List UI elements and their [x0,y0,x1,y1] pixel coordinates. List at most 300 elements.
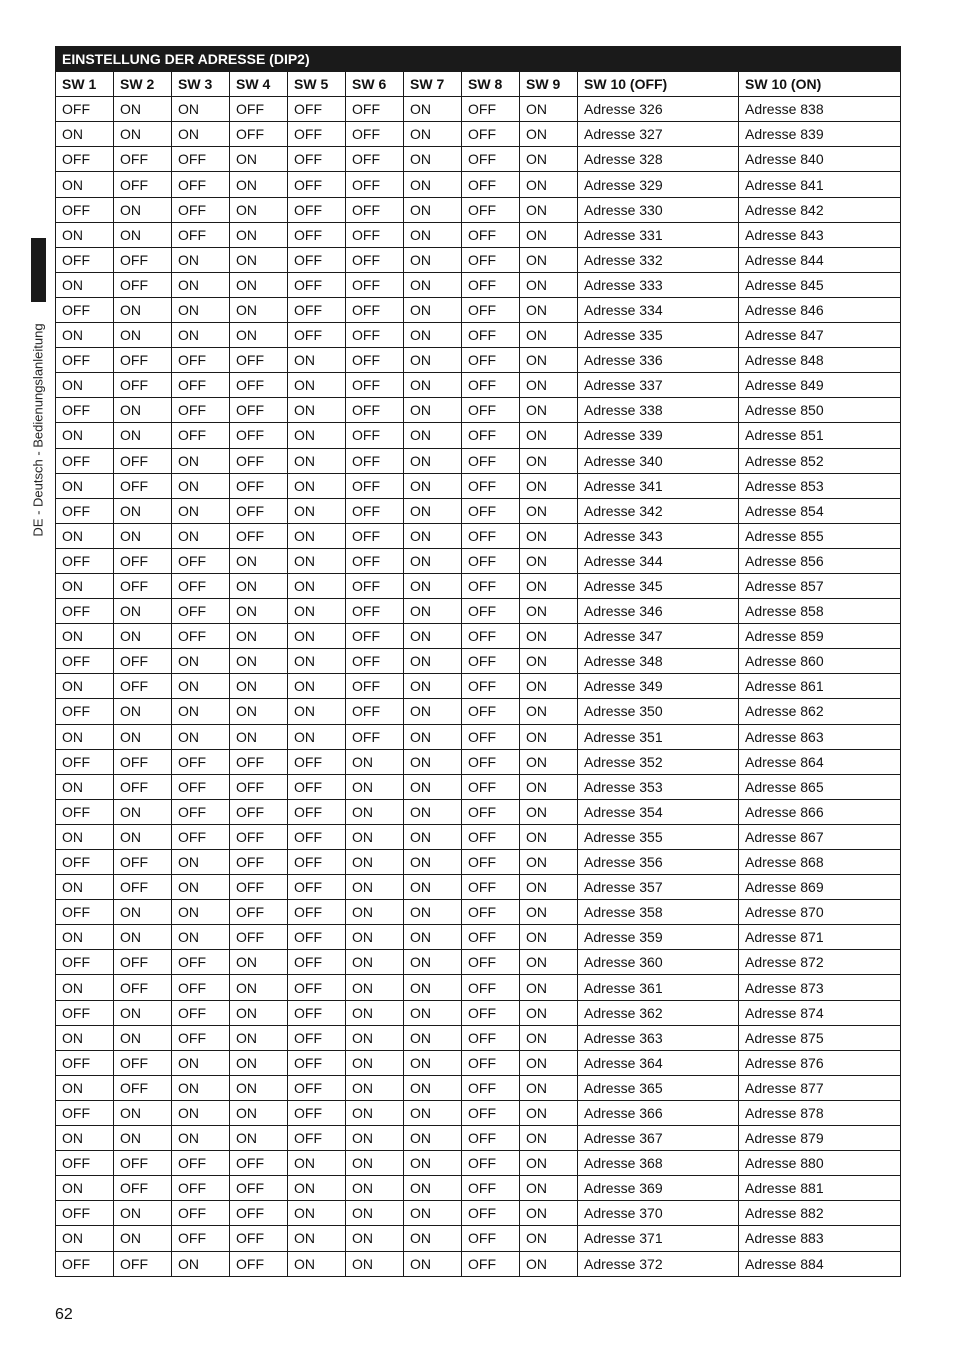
address-cell: Adresse 367 [578,1126,739,1151]
switch-state-cell: OFF [56,297,114,322]
switch-state-cell: OFF [346,323,404,348]
switch-state-cell: ON [172,323,230,348]
switch-state-cell: ON [404,1025,462,1050]
switch-state-cell: ON [56,122,114,147]
table-row [56,724,901,749]
switch-state-cell: OFF [346,448,404,473]
address-cell: Adresse 883 [739,1226,901,1251]
switch-state-cell: ON [346,925,404,950]
switch-state-cell: ON [230,975,288,1000]
switch-state-cell: OFF [230,774,288,799]
switch-state-cell: OFF [114,348,172,373]
address-cell: Adresse 338 [578,398,739,423]
switch-state-cell: OFF [462,749,520,774]
switch-state-cell: OFF [288,1100,346,1125]
switch-state-cell: ON [346,799,404,824]
address-cell: Adresse 365 [578,1075,739,1100]
switch-state-cell: ON [346,900,404,925]
switch-state-cell: OFF [56,1251,114,1276]
switch-state-cell: OFF [230,1176,288,1201]
switch-state-cell: ON [288,348,346,373]
switch-state-cell: ON [404,348,462,373]
switch-state-cell: ON [404,97,462,122]
address-cell: Adresse 864 [739,749,901,774]
switch-state-cell: OFF [56,197,114,222]
address-cell: Adresse 871 [739,925,901,950]
switch-state-cell: OFF [462,147,520,172]
switch-state-cell: ON [346,749,404,774]
switch-state-cell: ON [56,523,114,548]
switch-state-cell: OFF [288,875,346,900]
switch-state-cell: OFF [288,1025,346,1050]
switch-state-cell: OFF [462,900,520,925]
switch-state-cell: OFF [114,172,172,197]
switch-state-cell: ON [230,1126,288,1151]
table-row [56,1251,901,1276]
switch-state-cell: ON [288,498,346,523]
switch-state-cell: ON [404,975,462,1000]
switch-state-cell: ON [56,172,114,197]
switch-state-cell: OFF [172,975,230,1000]
switch-state-cell: OFF [346,247,404,272]
switch-state-cell: OFF [462,247,520,272]
switch-state-cell: ON [520,1251,578,1276]
switch-state-cell: OFF [346,373,404,398]
switch-state-cell: ON [404,1151,462,1176]
switch-state-cell: ON [520,122,578,147]
switch-state-cell: OFF [56,97,114,122]
switch-state-cell: ON [230,247,288,272]
switch-state-cell: ON [404,548,462,573]
switch-state-cell: OFF [462,197,520,222]
address-cell: Adresse 857 [739,573,901,598]
switch-state-cell: ON [346,1151,404,1176]
switch-state-cell: ON [520,875,578,900]
switch-state-cell: ON [230,147,288,172]
dip-address-table [55,46,901,1277]
switch-state-cell: ON [520,1075,578,1100]
switch-state-cell: OFF [346,197,404,222]
switch-state-cell: ON [114,297,172,322]
switch-state-cell: ON [230,1100,288,1125]
switch-state-cell: OFF [172,548,230,573]
switch-state-cell: ON [404,1075,462,1100]
switch-state-cell: ON [404,423,462,448]
switch-state-cell: OFF [172,749,230,774]
switch-state-cell: OFF [230,749,288,774]
switch-state-cell: ON [114,599,172,624]
switch-state-cell: ON [404,1176,462,1201]
switch-state-cell: ON [172,649,230,674]
switch-state-cell: OFF [114,850,172,875]
switch-state-cell: OFF [56,699,114,724]
switch-state-cell: OFF [230,498,288,523]
switch-state-cell: ON [520,297,578,322]
switch-state-cell: OFF [114,649,172,674]
switch-state-cell: OFF [346,599,404,624]
address-cell: Adresse 326 [578,97,739,122]
switch-state-cell: ON [288,724,346,749]
switch-state-cell: OFF [230,448,288,473]
switch-state-cell: ON [520,1100,578,1125]
switch-state-cell: ON [114,1000,172,1025]
switch-state-cell: OFF [346,699,404,724]
switch-state-cell: OFF [230,1226,288,1251]
switch-state-cell: ON [404,323,462,348]
table-row [56,348,901,373]
switch-state-cell: OFF [346,297,404,322]
switch-state-cell: ON [230,950,288,975]
switch-state-cell: OFF [56,599,114,624]
table-row [56,599,901,624]
column-header: SW 5 [288,72,346,97]
switch-state-cell: ON [404,147,462,172]
switch-state-cell: OFF [462,548,520,573]
switch-state-cell: ON [288,624,346,649]
switch-state-cell: ON [346,1025,404,1050]
address-cell: Adresse 333 [578,272,739,297]
switch-state-cell: OFF [230,1151,288,1176]
address-cell: Adresse 841 [739,172,901,197]
switch-state-cell: ON [520,599,578,624]
table-title: EINSTELLUNG DER ADRESSE (DIP2) [56,47,901,72]
switch-state-cell: ON [114,699,172,724]
switch-state-cell: OFF [462,423,520,448]
side-tab-marker [31,238,46,302]
switch-state-cell: ON [172,523,230,548]
table-row [56,272,901,297]
switch-state-cell: OFF [114,573,172,598]
switch-state-cell: OFF [288,950,346,975]
table-row [56,1050,901,1075]
switch-state-cell: OFF [462,272,520,297]
address-cell: Adresse 858 [739,599,901,624]
switch-state-cell: ON [56,1176,114,1201]
address-cell: Adresse 865 [739,774,901,799]
switch-state-cell: OFF [288,975,346,1000]
switch-state-cell: ON [288,398,346,423]
switch-state-cell: ON [404,473,462,498]
switch-state-cell: ON [230,674,288,699]
table-row [56,950,901,975]
switch-state-cell: OFF [114,1176,172,1201]
switch-state-cell: ON [288,448,346,473]
table-row [56,1025,901,1050]
switch-state-cell: ON [114,900,172,925]
switch-state-cell: OFF [462,297,520,322]
address-cell: Adresse 879 [739,1126,901,1151]
address-cell: Adresse 353 [578,774,739,799]
switch-state-cell: ON [172,850,230,875]
switch-state-cell: OFF [346,624,404,649]
switch-state-cell: OFF [462,1126,520,1151]
address-cell: Adresse 849 [739,373,901,398]
switch-state-cell: OFF [172,950,230,975]
switch-state-cell: ON [346,950,404,975]
switch-state-cell: ON [288,1151,346,1176]
switch-state-cell: OFF [462,975,520,1000]
table-row [56,1126,901,1151]
switch-state-cell: OFF [56,448,114,473]
switch-state-cell: OFF [56,398,114,423]
address-cell: Adresse 845 [739,272,901,297]
switch-state-cell: OFF [462,373,520,398]
switch-state-cell: OFF [56,900,114,925]
address-cell: Adresse 874 [739,1000,901,1025]
switch-state-cell: OFF [230,1201,288,1226]
switch-state-cell: ON [230,1000,288,1025]
switch-state-cell: ON [520,348,578,373]
switch-state-cell: ON [172,297,230,322]
switch-state-cell: OFF [172,147,230,172]
switch-state-cell: ON [346,1075,404,1100]
column-header: SW 9 [520,72,578,97]
switch-state-cell: OFF [172,624,230,649]
switch-state-cell: OFF [230,850,288,875]
switch-state-cell: ON [172,1251,230,1276]
switch-state-cell: OFF [462,774,520,799]
switch-state-cell: ON [404,749,462,774]
switch-state-cell: OFF [288,1075,346,1100]
switch-state-cell: ON [56,774,114,799]
switch-state-cell: ON [172,900,230,925]
switch-state-cell: OFF [172,1025,230,1050]
switch-state-cell: ON [114,724,172,749]
switch-state-cell: ON [56,925,114,950]
switch-state-cell: ON [520,1176,578,1201]
switch-state-cell: ON [288,1201,346,1226]
switch-state-cell: ON [172,1100,230,1125]
switch-state-cell: ON [114,323,172,348]
switch-state-cell: ON [404,297,462,322]
switch-state-cell: ON [114,824,172,849]
switch-state-cell: ON [56,473,114,498]
switch-state-cell: ON [404,850,462,875]
switch-state-cell: ON [288,573,346,598]
address-cell: Adresse 852 [739,448,901,473]
switch-state-cell: OFF [346,423,404,448]
switch-state-cell: ON [520,749,578,774]
switch-state-cell: ON [520,900,578,925]
switch-state-cell: OFF [172,824,230,849]
switch-state-cell: ON [404,799,462,824]
switch-state-cell: OFF [230,523,288,548]
switch-state-cell: OFF [462,624,520,649]
switch-state-cell: OFF [114,373,172,398]
switch-state-cell: ON [520,624,578,649]
switch-state-cell: ON [114,398,172,423]
switch-state-cell: ON [404,523,462,548]
switch-state-cell: OFF [114,674,172,699]
table-row [56,247,901,272]
switch-state-cell: ON [230,197,288,222]
switch-state-cell: ON [404,1226,462,1251]
switch-state-cell: ON [56,724,114,749]
switch-state-cell: ON [172,1075,230,1100]
table-row [56,1201,901,1226]
switch-state-cell: OFF [462,1226,520,1251]
switch-state-cell: OFF [462,1025,520,1050]
column-header: SW 2 [114,72,172,97]
address-cell: Adresse 354 [578,799,739,824]
switch-state-cell: ON [288,599,346,624]
switch-state-cell: ON [520,1000,578,1025]
switch-state-cell: OFF [462,172,520,197]
switch-state-cell: OFF [172,1000,230,1025]
switch-state-cell: ON [520,699,578,724]
switch-state-cell: ON [56,674,114,699]
address-cell: Adresse 359 [578,925,739,950]
switch-state-cell: ON [404,824,462,849]
address-cell: Adresse 847 [739,323,901,348]
address-cell: Adresse 340 [578,448,739,473]
switch-state-cell: ON [404,649,462,674]
switch-state-cell: ON [56,272,114,297]
column-header: SW 3 [172,72,230,97]
switch-state-cell: OFF [230,122,288,147]
address-cell: Adresse 881 [739,1176,901,1201]
switch-state-cell: ON [114,222,172,247]
address-cell: Adresse 332 [578,247,739,272]
table-row [56,448,901,473]
address-cell: Adresse 327 [578,122,739,147]
switch-state-cell: ON [404,674,462,699]
switch-state-cell: OFF [172,172,230,197]
address-cell: Adresse 360 [578,950,739,975]
address-cell: Adresse 850 [739,398,901,423]
switch-state-cell: ON [288,649,346,674]
switch-state-cell: ON [404,774,462,799]
switch-state-cell: ON [56,323,114,348]
table-body [56,97,901,1276]
switch-state-cell: ON [230,1050,288,1075]
switch-state-cell: ON [520,222,578,247]
switch-state-cell: OFF [114,1050,172,1075]
switch-state-cell: OFF [346,573,404,598]
table-row [56,850,901,875]
switch-state-cell: ON [172,925,230,950]
switch-state-cell: ON [230,573,288,598]
table-row [56,573,901,598]
table-row [56,423,901,448]
switch-state-cell: ON [404,373,462,398]
switch-state-cell: ON [288,373,346,398]
switch-state-cell: ON [520,548,578,573]
address-cell: Adresse 352 [578,749,739,774]
table-row [56,699,901,724]
switch-state-cell: ON [520,97,578,122]
address-cell: Adresse 854 [739,498,901,523]
switch-state-cell: OFF [462,498,520,523]
switch-state-cell: ON [56,423,114,448]
switch-state-cell: ON [404,1126,462,1151]
switch-state-cell: OFF [288,850,346,875]
switch-state-cell: OFF [114,147,172,172]
switch-state-cell: ON [172,247,230,272]
table-row [56,1000,901,1025]
switch-state-cell: OFF [462,950,520,975]
table-row [56,297,901,322]
switch-state-cell: OFF [288,297,346,322]
switch-state-cell: ON [172,448,230,473]
switch-state-cell: ON [520,1025,578,1050]
table-row [56,1100,901,1125]
switch-state-cell: ON [346,1251,404,1276]
switch-state-cell: ON [520,724,578,749]
switch-state-cell: ON [114,624,172,649]
switch-state-cell: ON [346,774,404,799]
address-cell: Adresse 856 [739,548,901,573]
switch-state-cell: ON [520,674,578,699]
table-row [56,222,901,247]
switch-state-cell: OFF [346,398,404,423]
address-cell: Adresse 351 [578,724,739,749]
switch-state-cell: ON [346,1100,404,1125]
address-cell: Adresse 848 [739,348,901,373]
switch-state-cell: ON [520,850,578,875]
address-cell: Adresse 328 [578,147,739,172]
switch-state-cell: OFF [462,1176,520,1201]
table-header-row [56,72,901,97]
switch-state-cell: ON [172,699,230,724]
address-cell: Adresse 356 [578,850,739,875]
switch-state-cell: ON [520,774,578,799]
address-cell: Adresse 866 [739,799,901,824]
switch-state-cell: OFF [462,1151,520,1176]
switch-state-cell: ON [346,975,404,1000]
switch-state-cell: ON [520,448,578,473]
switch-state-cell: ON [520,323,578,348]
switch-state-cell: OFF [172,774,230,799]
switch-state-cell: ON [172,473,230,498]
switch-state-cell: OFF [56,1050,114,1075]
switch-state-cell: ON [114,1100,172,1125]
switch-state-cell: ON [404,925,462,950]
switch-state-cell: OFF [230,900,288,925]
switch-state-cell: OFF [114,473,172,498]
address-cell: Adresse 347 [578,624,739,649]
switch-state-cell: OFF [346,724,404,749]
switch-state-cell: ON [114,498,172,523]
switch-state-cell: OFF [114,950,172,975]
switch-state-cell: OFF [172,1151,230,1176]
switch-state-cell: ON [230,599,288,624]
switch-state-cell: ON [520,423,578,448]
address-cell: Adresse 342 [578,498,739,523]
switch-state-cell: OFF [462,122,520,147]
address-cell: Adresse 371 [578,1226,739,1251]
switch-state-cell: ON [346,1176,404,1201]
switch-state-cell: ON [520,172,578,197]
address-cell: Adresse 862 [739,699,901,724]
table-row [56,523,901,548]
table-row [56,498,901,523]
switch-state-cell: ON [520,398,578,423]
address-cell: Adresse 345 [578,573,739,598]
switch-state-cell: OFF [346,147,404,172]
switch-state-cell: ON [520,523,578,548]
switch-state-cell: OFF [462,850,520,875]
table-row [56,548,901,573]
address-cell: Adresse 876 [739,1050,901,1075]
table-row [56,975,901,1000]
table-row [56,1151,901,1176]
switch-state-cell: ON [114,799,172,824]
switch-state-cell: OFF [56,799,114,824]
switch-state-cell: OFF [56,147,114,172]
switch-state-cell: OFF [56,548,114,573]
column-header: SW 6 [346,72,404,97]
